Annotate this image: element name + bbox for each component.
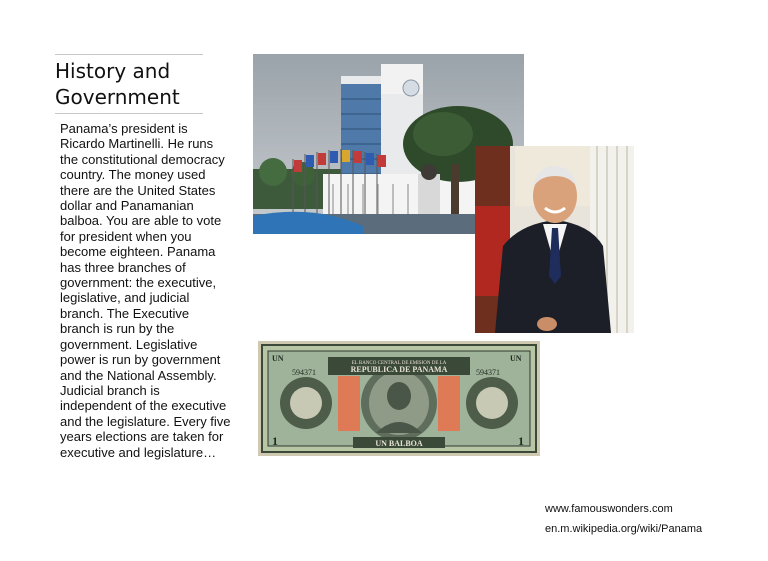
banknote-country-text: REPUBLICA DE PANAMA [350,365,448,374]
slide-title-line-1: History and [55,59,171,83]
president-portrait-photo [475,146,634,333]
banknote-serial-left: 594371 [292,368,316,377]
slide-title-line-2: Government [55,85,180,109]
slide-title [55,58,215,110]
body-paragraph: Panama’s president is Ricardo Martinelli. He runs the constitutional democracy country. The money used there are the United States dollar and Panamanian balboa. You are able to vote for president when you become eighteen. Panama has three branches of government: the executive, legislative, and judicial branch. The Executive branch is run by the government. Legislative power is run by government and the National Assembly. Judicial branch is independent of the executive and the legislature. Every five years elections are taken for executive and legislature… [60,121,231,460]
banknote-corner-value-left: 1 [272,434,278,448]
banknote-corner-value-right: 1 [518,434,524,448]
banknote-corner-un-right: UN [510,354,522,363]
title-top-rule [55,54,203,55]
banknote-denomination: UN BALBOA [375,439,423,448]
banknote-serial-right: 594371 [476,368,500,377]
source-wikipedia: en.m.wikipedia.org/wiki/Panama [545,523,703,535]
source-famouswonders: www.famouswonders.com [545,503,673,515]
title-bottom-rule [55,113,203,114]
banknote-corner-un-left: UN [272,354,284,363]
banknote-issuer-text: EL BANCO CENTRAL DE EMISION DE LA [351,361,447,366]
balboa-banknote-photo [258,341,540,456]
